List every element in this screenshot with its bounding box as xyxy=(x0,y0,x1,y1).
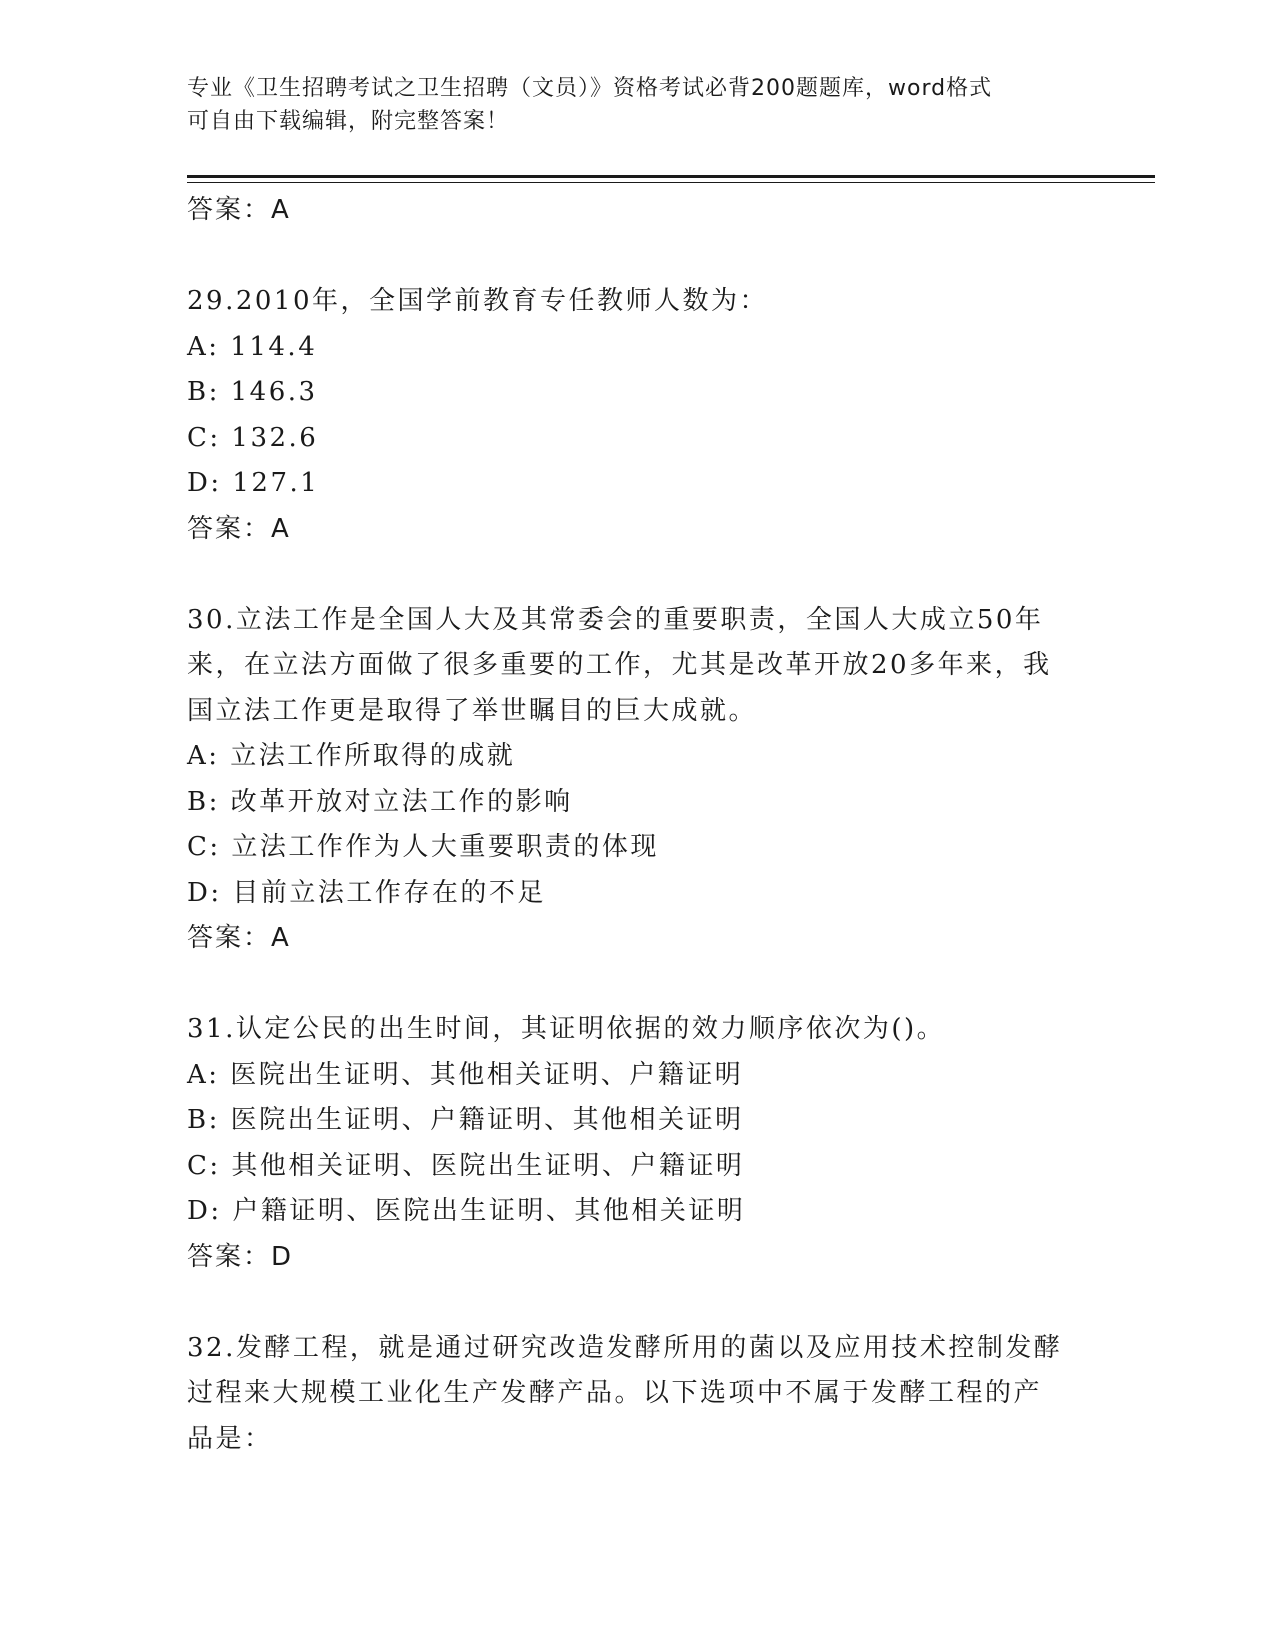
question-30-option-d: D: 目前立法工作存在的不足 xyxy=(187,877,546,908)
spacer xyxy=(187,962,1087,1008)
question-29 xyxy=(187,279,1087,552)
header-divider-thick xyxy=(187,175,1155,178)
question-31-option-a: A: 医院出生证明、其他相关证明、户籍证明 xyxy=(187,1059,744,1090)
question-30 xyxy=(187,598,1087,962)
document-header xyxy=(187,72,1067,138)
question-29-option-c: C: 132.6 xyxy=(187,422,319,453)
question-31-option-c: C: 其他相关证明、医院出生证明、户籍证明 xyxy=(187,1150,745,1181)
answer-28: 答案：A xyxy=(187,195,291,225)
question-29-text: 29.2010年，全国学前教育专任教师人数为： xyxy=(187,286,769,316)
question-30-answer: 答案：A xyxy=(187,923,291,953)
question-31-answer: 答案：D xyxy=(187,1241,294,1272)
question-30-option-b: B: 改革开放对立法工作的影响 xyxy=(187,786,573,817)
question-29-option-b: B: 146.3 xyxy=(187,377,318,407)
header-title-line-1: 专业《卫生招聘考试之卫生招聘（文员）》资格考试必背200题题库，word格式 xyxy=(187,76,993,101)
question-list xyxy=(187,188,1087,1462)
header-divider-thin xyxy=(187,182,1155,183)
spacer xyxy=(187,552,1087,598)
question-29-answer: 答案：A xyxy=(187,513,291,544)
question-30-text: 30.立法工作是全国人大及其常委会的重要职责，全国人大成立50年 来，在立法方面做了很多重要的工作，尤其是改革开放20多年来，我 国立法工作更是取得了举世瞩目的巨大成就。 xyxy=(187,604,1052,726)
question-31-text: 31.认定公民的出生时间，其证明依据的效力顺序依次为()。 xyxy=(187,1014,946,1044)
question-32 xyxy=(187,1326,1087,1463)
spacer xyxy=(187,234,1087,280)
question-31-option-b: B: 医院出生证明、户籍证明、其他相关证明 xyxy=(187,1105,744,1135)
question-31 xyxy=(187,1007,1087,1280)
question-32-text: 32.发酵工程，就是通过研究改造发酵所用的菌以及应用技术控制发酵 过程来大规模工业化生产发酵产品。以下选项中不属于发酵工程的产 品是： xyxy=(187,1332,1063,1454)
header-title-line-2: 可自由下载编辑，附完整答案！ xyxy=(187,109,510,134)
question-30-option-a: A: 立法工作所取得的成就 xyxy=(187,741,516,771)
question-29-option-a: A: 114.4 xyxy=(187,331,318,362)
question-31-option-d: D: 户籍证明、医院出生证明、其他相关证明 xyxy=(187,1196,746,1226)
question-30-option-c: C: 立法工作作为人大重要职责的体现 xyxy=(187,832,659,862)
spacer xyxy=(187,1280,1087,1326)
question-29-option-d: D: 127.1 xyxy=(187,468,320,498)
